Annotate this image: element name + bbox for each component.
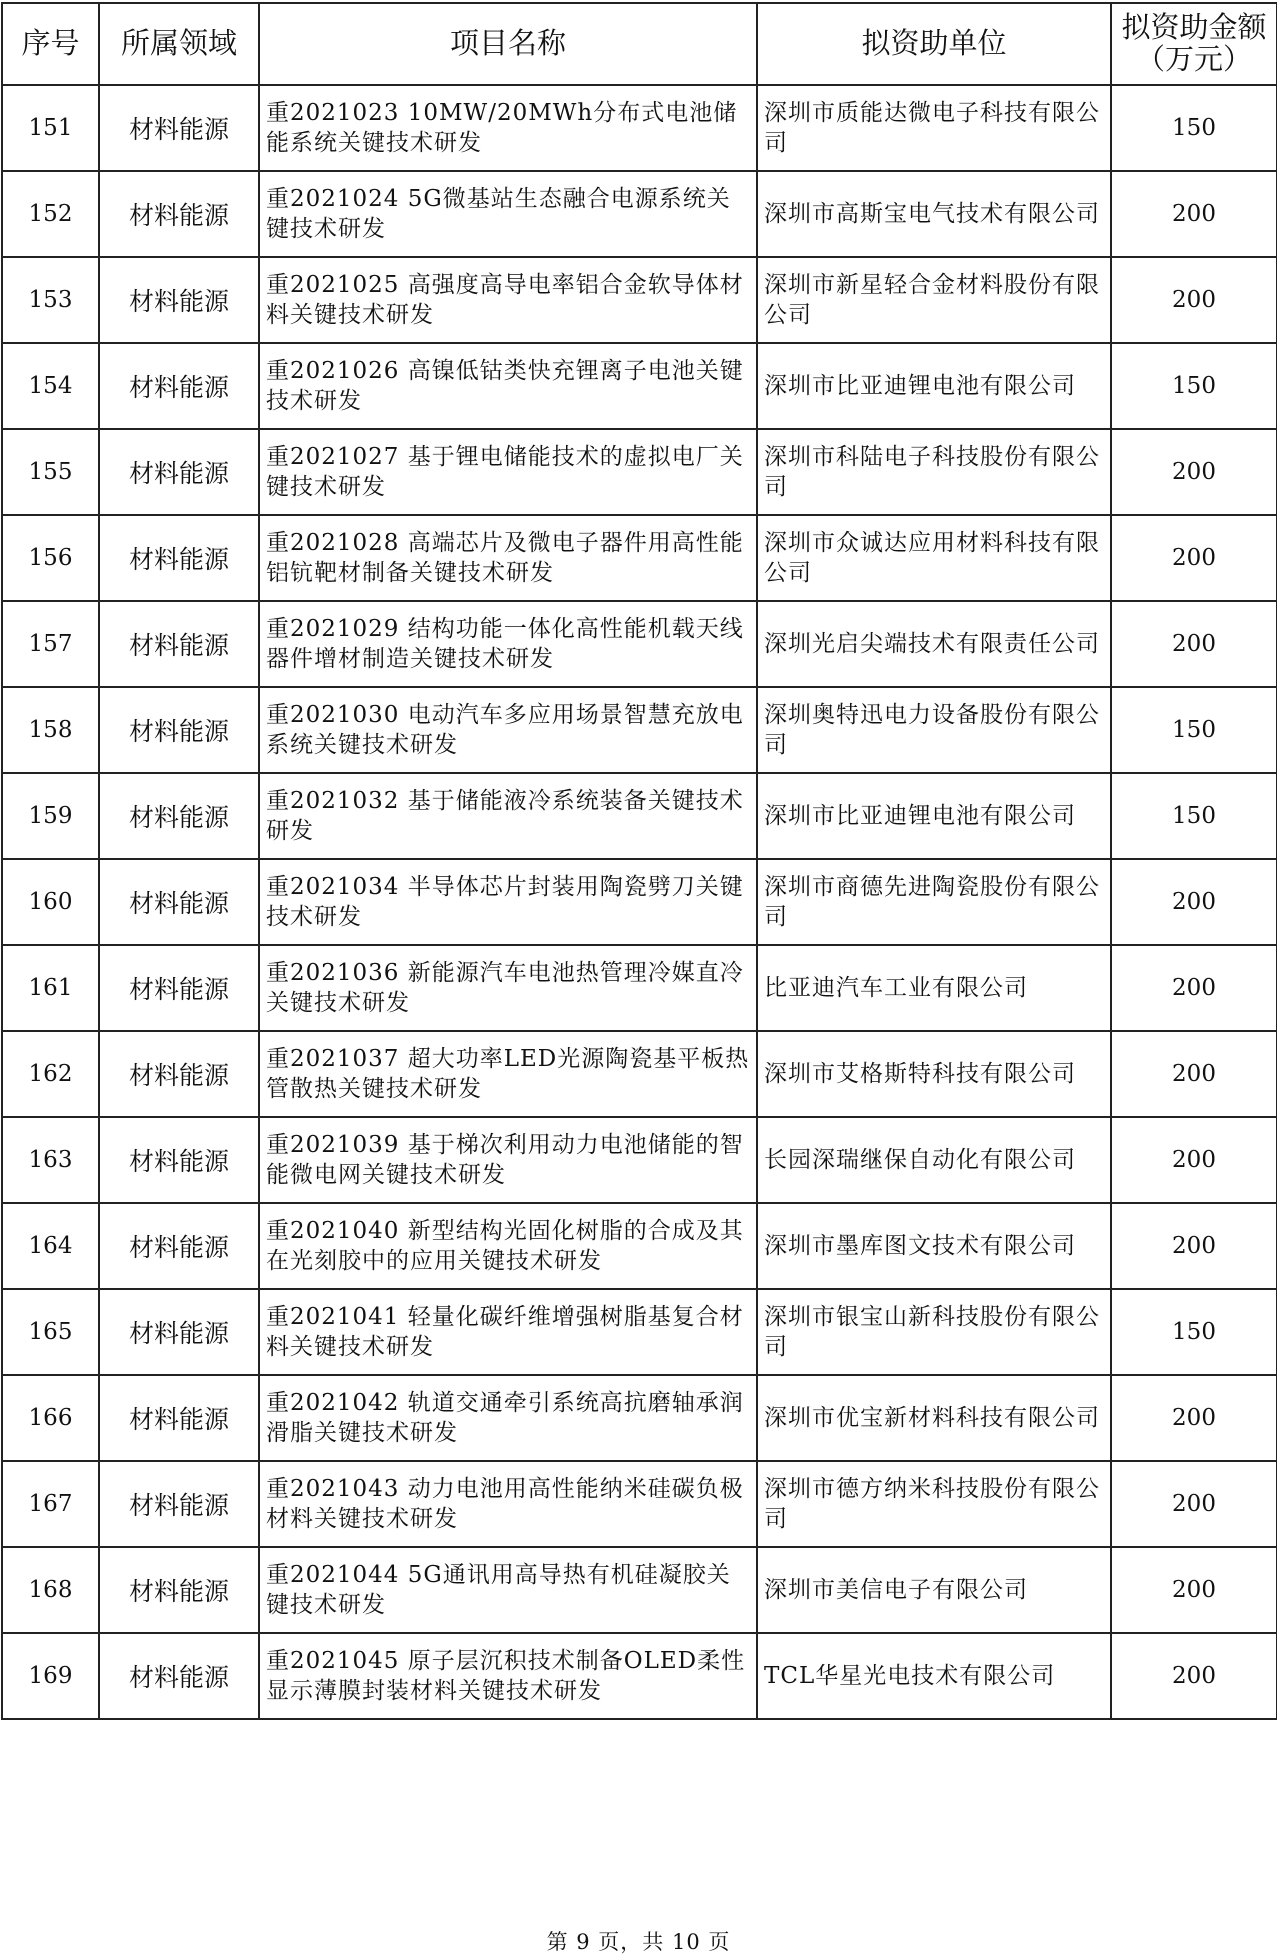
- cell-seq: 151: [2, 85, 99, 171]
- cell-project: 重2021042 轨道交通牵引系统高抗磨轴承润滑脂关键技术研发: [259, 1375, 757, 1461]
- cell-field: 材料能源: [99, 429, 259, 515]
- cell-field: 材料能源: [99, 343, 259, 429]
- cell-unit: 深圳市众诚达应用材料科技有限公司: [757, 515, 1111, 601]
- table-header-row: [2, 3, 1277, 85]
- header-unit: 拟资助单位: [757, 3, 1111, 85]
- cell-field: 材料能源: [99, 1203, 259, 1289]
- table-row: [2, 1031, 1277, 1117]
- cell-unit: 深圳市优宝新材料科技有限公司: [757, 1375, 1111, 1461]
- cell-amount: 200: [1111, 1547, 1277, 1633]
- funding-table: [1, 2, 1277, 1720]
- cell-field: 材料能源: [99, 1375, 259, 1461]
- cell-project: 重2021040 新型结构光固化树脂的合成及其在光刻胶中的应用关键技术研发: [259, 1203, 757, 1289]
- table-row: [2, 343, 1277, 429]
- table-row: [2, 773, 1277, 859]
- cell-field: 材料能源: [99, 1031, 259, 1117]
- cell-unit: 深圳市比亚迪锂电池有限公司: [757, 773, 1111, 859]
- cell-amount: 200: [1111, 1633, 1277, 1719]
- cell-unit: 深圳市艾格斯特科技有限公司: [757, 1031, 1111, 1117]
- header-project: 项目名称: [259, 3, 757, 85]
- cell-field: 材料能源: [99, 859, 259, 945]
- cell-field: 材料能源: [99, 1289, 259, 1375]
- cell-seq: 162: [2, 1031, 99, 1117]
- cell-amount: 150: [1111, 687, 1277, 773]
- cell-unit: 深圳市比亚迪锂电池有限公司: [757, 343, 1111, 429]
- cell-seq: 165: [2, 1289, 99, 1375]
- cell-seq: 167: [2, 1461, 99, 1547]
- cell-amount: 200: [1111, 859, 1277, 945]
- cell-amount: 200: [1111, 945, 1277, 1031]
- cell-seq: 164: [2, 1203, 99, 1289]
- cell-amount: 200: [1111, 1375, 1277, 1461]
- cell-field: 材料能源: [99, 773, 259, 859]
- table-row: [2, 1117, 1277, 1203]
- cell-seq: 156: [2, 515, 99, 601]
- cell-project: 重2021034 半导体芯片封装用陶瓷劈刀关键技术研发: [259, 859, 757, 945]
- cell-field: 材料能源: [99, 1117, 259, 1203]
- table-row: [2, 1547, 1277, 1633]
- cell-project: 重2021036 新能源汽车电池热管理冷媒直冷关键技术研发: [259, 945, 757, 1031]
- cell-unit: 深圳市新星轻合金材料股份有限公司: [757, 257, 1111, 343]
- cell-seq: 168: [2, 1547, 99, 1633]
- table-row: [2, 1375, 1277, 1461]
- cell-amount: 200: [1111, 1203, 1277, 1289]
- table-row: [2, 601, 1277, 687]
- cell-project: 重2021027 基于锂电储能技术的虚拟电厂关键技术研发: [259, 429, 757, 515]
- cell-amount: 200: [1111, 601, 1277, 687]
- cell-project: 重2021037 超大功率LED光源陶瓷基平板热管散热关键技术研发: [259, 1031, 757, 1117]
- cell-unit: 深圳奥特迅电力设备股份有限公司: [757, 687, 1111, 773]
- cell-seq: 158: [2, 687, 99, 773]
- cell-project: 重2021023 10MW/20MWh分布式电池储能系统关键技术研发: [259, 85, 757, 171]
- cell-amount: 200: [1111, 1031, 1277, 1117]
- table-row: [2, 1633, 1277, 1719]
- page-footer: 第 9 页，共 10 页: [546, 1930, 731, 1954]
- header-amount: [1111, 3, 1277, 85]
- header-field: 所属领域: [99, 3, 259, 85]
- table-row: [2, 945, 1277, 1031]
- cell-amount: 150: [1111, 1289, 1277, 1375]
- cell-project: 重2021026 高镍低钴类快充锂离子电池关键技术研发: [259, 343, 757, 429]
- table-row: [2, 257, 1277, 343]
- table-row: [2, 429, 1277, 515]
- table-body: [2, 85, 1277, 1719]
- cell-project: 重2021044 5G通讯用高导热有机硅凝胶关键技术研发: [259, 1547, 757, 1633]
- cell-amount: 200: [1111, 257, 1277, 343]
- cell-amount: 200: [1111, 171, 1277, 257]
- cell-project: 重2021030 电动汽车多应用场景智慧充放电系统关键技术研发: [259, 687, 757, 773]
- cell-seq: 169: [2, 1633, 99, 1719]
- cell-seq: 161: [2, 945, 99, 1031]
- cell-amount: 150: [1111, 343, 1277, 429]
- table-row: [2, 85, 1277, 171]
- cell-project: 重2021043 动力电池用高性能纳米硅碳负极材料关键技术研发: [259, 1461, 757, 1547]
- cell-field: 材料能源: [99, 687, 259, 773]
- header-seq: 序号: [2, 3, 99, 85]
- cell-project: 重2021029 结构功能一体化高性能机载天线器件增材制造关键技术研发: [259, 601, 757, 687]
- cell-project: 重2021045 原子层沉积技术制备OLED柔性显示薄膜封装材料关键技术研发: [259, 1633, 757, 1719]
- funding-table-container: [1, 2, 1276, 1720]
- cell-unit: 长园深瑞继保自动化有限公司: [757, 1117, 1111, 1203]
- cell-project: 重2021028 高端芯片及微电子器件用高性能铝钪靶材制备关键技术研发: [259, 515, 757, 601]
- cell-amount: 200: [1111, 1461, 1277, 1547]
- cell-unit: 深圳市德方纳米科技股份有限公司: [757, 1461, 1111, 1547]
- cell-field: 材料能源: [99, 171, 259, 257]
- cell-field: 材料能源: [99, 515, 259, 601]
- cell-field: 材料能源: [99, 1633, 259, 1719]
- cell-field: 材料能源: [99, 85, 259, 171]
- cell-amount: 150: [1111, 85, 1277, 171]
- cell-seq: 166: [2, 1375, 99, 1461]
- cell-field: 材料能源: [99, 257, 259, 343]
- cell-project: 重2021025 高强度高导电率铝合金软导体材料关键技术研发: [259, 257, 757, 343]
- cell-unit: 深圳市墨库图文技术有限公司: [757, 1203, 1111, 1289]
- cell-project: 重2021024 5G微基站生态融合电源系统关键技术研发: [259, 171, 757, 257]
- table-row: [2, 515, 1277, 601]
- cell-amount: 150: [1111, 773, 1277, 859]
- cell-seq: 154: [2, 343, 99, 429]
- table-row: [2, 859, 1277, 945]
- cell-field: 材料能源: [99, 601, 259, 687]
- header-amount-line2: （万元）: [1135, 42, 1252, 76]
- table-row: [2, 1461, 1277, 1547]
- cell-seq: 157: [2, 601, 99, 687]
- cell-unit: 深圳光启尖端技术有限责任公司: [757, 601, 1111, 687]
- cell-unit: 深圳市商德先进陶瓷股份有限公司: [757, 859, 1111, 945]
- cell-unit: 深圳市科陆电子科技股份有限公司: [757, 429, 1111, 515]
- cell-field: 材料能源: [99, 945, 259, 1031]
- cell-seq: 152: [2, 171, 99, 257]
- table-row: [2, 1203, 1277, 1289]
- cell-seq: 163: [2, 1117, 99, 1203]
- cell-project: 重2021032 基于储能液冷系统装备关键技术研发: [259, 773, 757, 859]
- table-row: [2, 1289, 1277, 1375]
- cell-amount: 200: [1111, 1117, 1277, 1203]
- cell-unit: 深圳市银宝山新科技股份有限公司: [757, 1289, 1111, 1375]
- table-row: [2, 687, 1277, 773]
- cell-unit: 深圳市质能达微电子科技有限公司: [757, 85, 1111, 171]
- cell-unit: TCL华星光电技术有限公司: [757, 1633, 1111, 1719]
- cell-project: 重2021041 轻量化碳纤维增强树脂基复合材料关键技术研发: [259, 1289, 757, 1375]
- cell-amount: 200: [1111, 515, 1277, 601]
- cell-field: 材料能源: [99, 1461, 259, 1547]
- header-amount-line1: 拟资助金额: [1121, 10, 1267, 45]
- cell-unit: 比亚迪汽车工业有限公司: [757, 945, 1111, 1031]
- cell-seq: 159: [2, 773, 99, 859]
- cell-seq: 155: [2, 429, 99, 515]
- cell-field: 材料能源: [99, 1547, 259, 1633]
- cell-seq: 160: [2, 859, 99, 945]
- cell-unit: 深圳市美信电子有限公司: [757, 1547, 1111, 1633]
- cell-amount: 200: [1111, 429, 1277, 515]
- table-row: [2, 171, 1277, 257]
- cell-project: 重2021039 基于梯次利用动力电池储能的智能微电网关键技术研发: [259, 1117, 757, 1203]
- cell-seq: 153: [2, 257, 99, 343]
- cell-unit: 深圳市高斯宝电气技术有限公司: [757, 171, 1111, 257]
